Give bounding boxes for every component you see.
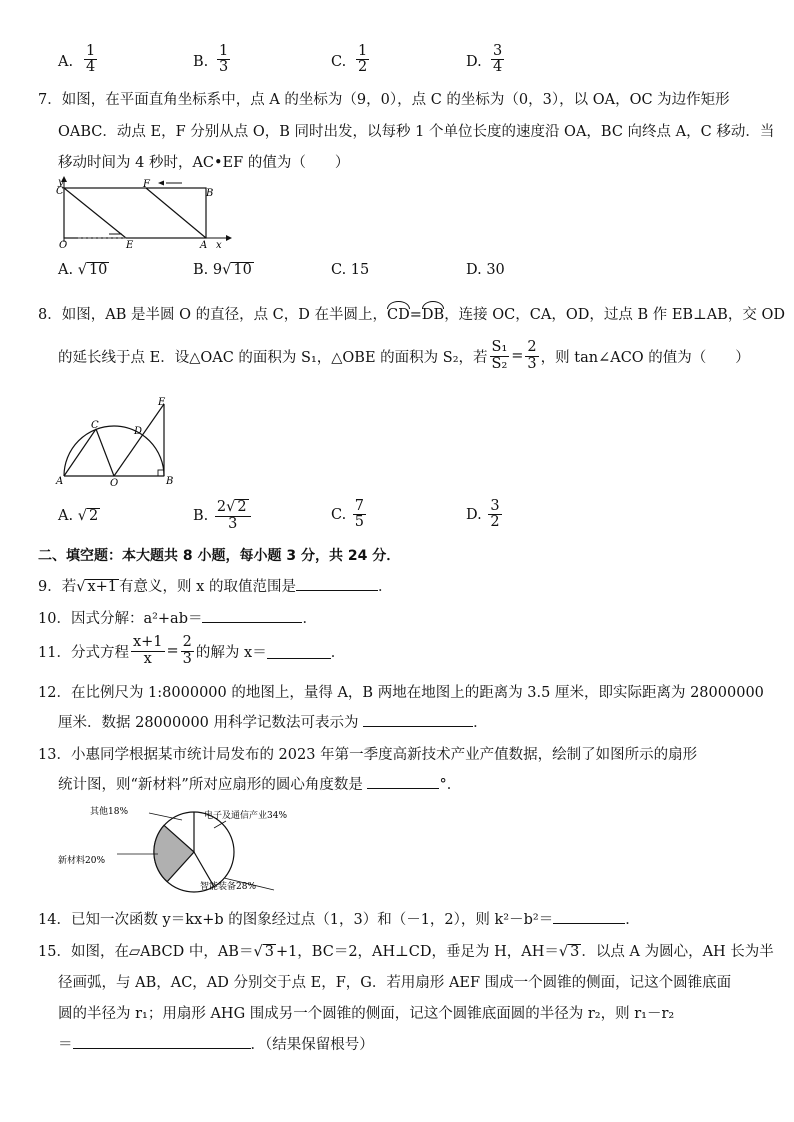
q9-answer-blank[interactable] bbox=[296, 576, 378, 591]
q8-fig-label-c: C bbox=[91, 420, 99, 431]
q13-pie-label-smart: 智能装备28% bbox=[200, 882, 257, 892]
q14-answer-blank[interactable] bbox=[553, 909, 625, 924]
q15-line3: 圆的半径为 r₁；用扇形 AHG 围成另一个圆锥的侧面，记这个圆锥底面圆的半径为 r₂，则 r₁－r₂ bbox=[58, 1006, 675, 1022]
q7-option-c: C. 15 bbox=[331, 262, 370, 278]
q7-fig-label-y: y bbox=[58, 177, 64, 188]
q6-option-c-label: C. bbox=[331, 54, 347, 70]
q8-fig-label-d: D bbox=[134, 426, 143, 437]
q7-option-a: A. √ 10 bbox=[58, 262, 108, 278]
q8-semicircle-figure bbox=[54, 396, 180, 488]
q6-option-a-label: A. bbox=[58, 54, 74, 70]
q8-option-d: D. $\frac{3}{2}$ bbox=[466, 498, 500, 531]
q8-fig-label-b: B bbox=[166, 476, 174, 487]
q13-answer-blank[interactable] bbox=[367, 774, 439, 789]
q9: 9．若√ x+1 有意义，则 x 的取值范围是 ． bbox=[38, 575, 392, 596]
q8-line2: 的延长线于点 E．设△OAC 的面积为 S₁，△OBE 的面积为 S₂，若 $\frac{\text{S₁}}{\text{S₂}}$ = $\frac{2}{3}$ ，则 tan∠ACO 的值为（ ） bbox=[58, 339, 750, 372]
q7-fig-label-f: F bbox=[143, 179, 150, 190]
q8-fig-label-a: A bbox=[56, 476, 64, 487]
q8-fig-label-e: E bbox=[158, 397, 166, 408]
q12-line2: 厘米．数据 28000000 用科学记数法可表示为 ． bbox=[58, 711, 488, 732]
q13-line1: 13．小惠同学根据某市统计局发布的 2023 年第一季度高新技术产业产值数据，绘制了如图所示的扇形 bbox=[38, 747, 698, 763]
q13-pie-label-electronics: 电子及通信产业34% bbox=[204, 811, 288, 821]
q13-line2: 统计图，则“新材料”所对应扇形的圆心角度数是 °． bbox=[58, 773, 461, 794]
q6-option-d-fraction: $\frac{3}{4}$ bbox=[493, 43, 503, 76]
q8-fig-label-o: O bbox=[110, 478, 119, 488]
q8-option-a: A. √ 2 bbox=[58, 508, 99, 524]
q13-pie-label-other: 其他18% bbox=[90, 807, 129, 817]
q8-option-b: B. $\frac{2√ 2}{3}$ bbox=[193, 499, 253, 532]
q7-line3: 移动时间为 4 秒时，AC•EF 的值为（ ） bbox=[58, 155, 350, 171]
q15-line1: 15．如图，在▱ABCD 中，AB＝√ 3 +1，BC＝2，AH⊥CD，垂足为 H，AH＝√ 3 ．以点 A 为圆心，AH 长为半 bbox=[38, 944, 774, 960]
q15-line4: ＝ ．（结果保留根号） bbox=[58, 1033, 374, 1054]
q10: 10．因式分解：a²+ab＝ ． bbox=[38, 607, 317, 628]
q7-fig-label-x: x bbox=[216, 240, 222, 250]
q12-answer-blank[interactable] bbox=[363, 712, 473, 727]
q13-pie-label-material: 新材料20% bbox=[58, 856, 106, 866]
q6-option-a-fraction: $\frac{1}{4}$ bbox=[86, 43, 96, 76]
q7-fig-label-a: A bbox=[200, 240, 208, 250]
q7-line2: OABC．动点 E，F 分别从点 O，B 同时出发，以每秒 1 个单位长度的速度沿 OA，BC 向终点 A，C 移动．当 bbox=[58, 124, 775, 140]
q6-option-b-label: B. bbox=[193, 54, 209, 70]
q7-option-d: D. 30 bbox=[466, 262, 505, 278]
q7-fig-label-c: C bbox=[56, 186, 64, 197]
q13-pie-chart bbox=[54, 800, 314, 898]
q7-rectangle-figure bbox=[54, 176, 234, 250]
q7-option-b: B. 9√ 10 bbox=[193, 262, 252, 278]
q11: 11．分式方程 $\frac{x+1}{x}$ = $\frac{2}{3}$ 的解为 x＝ ． bbox=[38, 634, 346, 667]
q11-answer-blank[interactable] bbox=[267, 644, 331, 659]
q7-line1: 7．如图，在平面直角坐标系中，点 A 的坐标为（9，0），点 C 的坐标为（0，3），以 OA，OC 为边作矩形 bbox=[38, 92, 730, 108]
q6-option-b-fraction: $\frac{1}{3}$ bbox=[219, 43, 229, 76]
q7-fig-label-b: B bbox=[206, 188, 214, 199]
q7-fig-label-o: O bbox=[59, 240, 68, 250]
q6-option-c-fraction: $\frac{1}{2}$ bbox=[358, 43, 368, 76]
q14: 14．已知一次函数 y＝kx+b 的图象经过点（1，3）和（－1，2），则 k²－b²＝ ． bbox=[38, 908, 640, 929]
q15-line2: 径画弧，与 AB，AC，AD 分别交于点 E，F，G．若用扇形 AEF 围成一个圆锥的侧面，记这个圆锥底面 bbox=[58, 975, 732, 991]
q8-option-c: C. $\frac{7}{5}$ bbox=[331, 498, 365, 531]
q12-line1: 12．在比例尺为 1:8000000 的地图上，量得 A，B 两地在地图上的距离为 3.5 厘米，即实际距离为 28000000 bbox=[38, 685, 764, 701]
q7-fig-label-e: E bbox=[126, 240, 134, 250]
section-2-heading: 二、填空题：本大题共 8 小题，每小题 3 分，共 24 分． bbox=[38, 548, 401, 564]
q6-option-d-label: D. bbox=[466, 54, 482, 70]
q10-answer-blank[interactable] bbox=[202, 608, 302, 623]
q8-line1: 8．如图，AB 是半圆 O 的直径，点 C，D 在半圆上，CD=DB，连接 OC，CA，OD，过点 B 作 EB⊥AB，交 OD bbox=[38, 303, 785, 324]
q15-answer-blank[interactable] bbox=[73, 1034, 251, 1049]
